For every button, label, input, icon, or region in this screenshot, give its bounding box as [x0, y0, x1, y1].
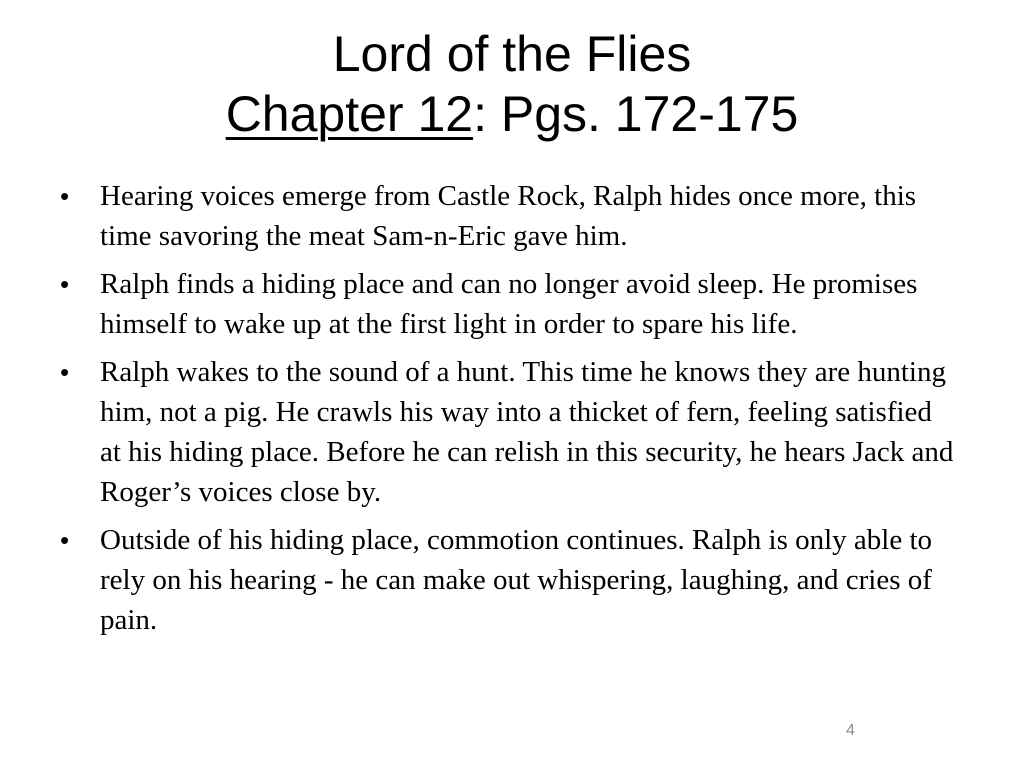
title-line-2 — [0, 84, 1024, 144]
bullet-icon: • — [60, 357, 70, 387]
slide-title — [0, 24, 1024, 144]
bullet-item — [60, 520, 960, 640]
bullet-text: Ralph finds a hiding place and can no longer avoid sleep. He promises himself to wake up at the first light in order to spare his life. — [100, 268, 918, 340]
bullet-list — [60, 176, 960, 648]
bullet-item — [60, 352, 960, 512]
bullet-text: Hearing voices emerge from Castle Rock, Ralph hides once more, this time savoring the meat Sam-n-Eric gave him. — [100, 180, 917, 252]
bullet-text: Ralph wakes to the sound of a hunt. This time he knows they are hunting him, not a pig. He crawls his way into a thicket of fern, feeling satisfied at his hiding place. Before he can relish in this security, he hears Jack and Roger’s voices close by. — [100, 356, 954, 508]
bullet-icon: • — [60, 269, 70, 299]
bullet-icon: • — [60, 181, 70, 211]
bullet-text: Outside of his hiding place, commotion continues. Ralph is only able to rely on his hearing - he can make out whispering, laughing, and cries of pain. — [100, 524, 933, 636]
bullet-item — [60, 264, 960, 344]
bullet-item — [60, 176, 960, 256]
bullet-icon: • — [60, 525, 70, 555]
page-range: : Pgs. 172-175 — [473, 86, 799, 142]
page-number: 4 — [846, 722, 855, 739]
chapter-label: Chapter 12 — [225, 86, 474, 142]
title-line-1: Lord of the Flies — [332, 26, 692, 82]
